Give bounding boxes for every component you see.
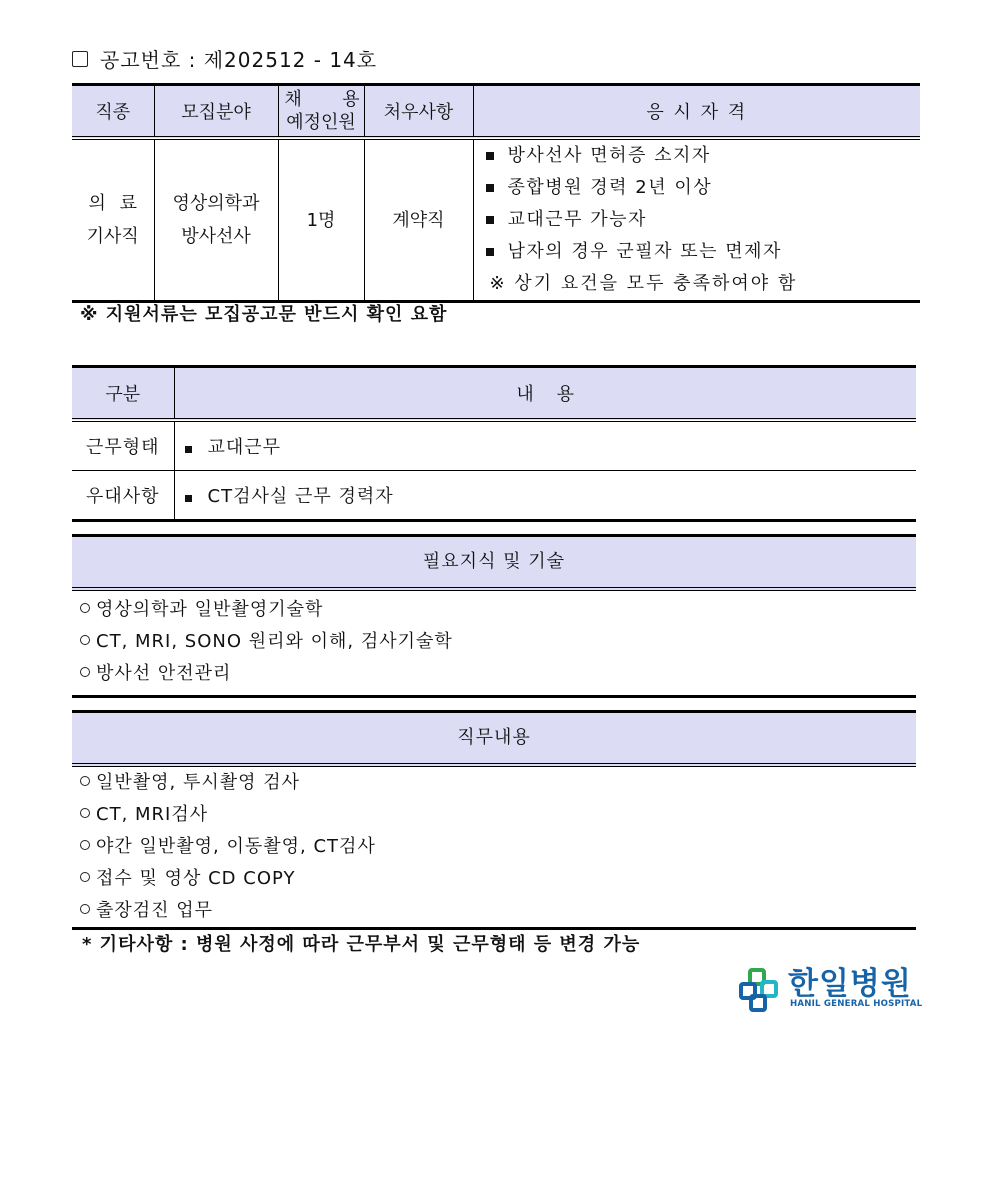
job-type-line-2: 기사직 (86, 226, 139, 247)
duty-text: CT, MRI검사 (96, 804, 209, 825)
detail-row-work-type (72, 420, 916, 471)
detail-value (174, 471, 916, 521)
header-qualifications: 응 시 자 격 (473, 85, 920, 139)
hospital-logo (738, 965, 923, 1015)
requirement-text: 종합병원 경력 2년 이상 (507, 177, 713, 198)
cell-qualifications (473, 138, 920, 302)
requirement-item (484, 204, 921, 236)
detail-value-text: 교대근무 (207, 437, 282, 458)
recruitment-row (72, 138, 920, 302)
cell-field (154, 138, 278, 302)
skill-item (80, 626, 916, 658)
job-type-line-1: 의 료 (88, 193, 137, 214)
square-bullet-icon (486, 184, 494, 192)
requirement-item (484, 140, 921, 172)
skills-section (72, 534, 916, 698)
cell-job-type (72, 138, 154, 302)
recruitment-header-row (72, 85, 920, 139)
square-bullet-icon (486, 216, 494, 224)
skill-item (80, 658, 916, 690)
square-bullet-icon (185, 495, 192, 502)
header-benefits: 처우사항 (364, 85, 473, 139)
requirement-item (484, 236, 921, 268)
header-content: 내 용 (174, 367, 916, 421)
detail-table (72, 365, 916, 522)
skills-title: 필요지식 및 기술 (72, 537, 916, 591)
notice-number (72, 44, 377, 73)
detail-value (174, 420, 916, 471)
requirement-text: 남자의 경우 군필자 또는 면제자 (507, 241, 782, 262)
circle-bullet-icon (80, 840, 90, 850)
square-bullet-icon (185, 446, 192, 453)
skill-text: CT, MRI, SONO 원리와 이해, 검사기술학 (96, 631, 453, 652)
other-note: * 기타사항 : 병원 사정에 따라 근무부서 및 근무형태 등 변경 가능 (82, 934, 641, 955)
duty-text: 야간 일반촬영, 이동촬영, CT검사 (96, 836, 376, 857)
duty-item (80, 863, 916, 895)
cell-count: 1명 (278, 138, 364, 302)
detail-header-row (72, 367, 916, 421)
field-line-1: 영상의학과 (172, 193, 260, 214)
detail-label: 우대사항 (72, 471, 174, 521)
duty-item (80, 799, 916, 831)
header-planned-b: 용 (342, 89, 360, 110)
circle-bullet-icon (80, 904, 90, 914)
recruitment-table (72, 83, 920, 303)
field-line-2: 방사선사 (181, 226, 251, 247)
notice-number-text: 공고번호 : 제202512 - 14호 (100, 48, 378, 72)
header-planned-c: 예정인원 (286, 112, 356, 133)
hospital-cross-icon (738, 967, 784, 1013)
requirement-note: ※ 상기 요건을 모두 충족하여야 함 (489, 273, 798, 294)
header-field: 모집분야 (154, 85, 278, 139)
detail-row-preference (72, 471, 916, 521)
duties-title: 직무내용 (72, 713, 916, 767)
documents-note: ※ 지원서류는 모집공고문 반드시 확인 요함 (80, 304, 448, 325)
duty-item (80, 895, 916, 927)
circle-bullet-icon (80, 872, 90, 882)
requirement-item (484, 172, 921, 204)
checkbox-square-icon (72, 51, 88, 67)
cell-benefits: 계약직 (364, 138, 473, 302)
requirement-text: 교대근무 가능자 (507, 209, 647, 230)
circle-bullet-icon (80, 808, 90, 818)
header-planned-a: 채 (284, 89, 302, 110)
square-bullet-icon (486, 248, 494, 256)
duty-text: 일반촬영, 투시촬영 검사 (96, 772, 301, 793)
duty-item (80, 767, 916, 799)
circle-bullet-icon (80, 603, 90, 613)
requirement-text: 방사선사 면허증 소지자 (507, 145, 711, 166)
duty-item (80, 831, 916, 863)
skill-item (80, 594, 916, 626)
square-bullet-icon (486, 152, 494, 160)
header-category: 구분 (72, 367, 174, 421)
skill-text: 방사선 안전관리 (96, 663, 232, 684)
detail-label: 근무형태 (72, 420, 174, 471)
duty-text: 접수 및 영상 CD COPY (96, 868, 296, 889)
logo-name-ko: 한일병원 (788, 966, 912, 1002)
detail-value-text: CT검사실 근무 경력자 (207, 486, 394, 507)
circle-bullet-icon (80, 635, 90, 645)
duty-text: 출장검진 업무 (96, 900, 214, 921)
header-planned-count (278, 85, 364, 139)
header-job-type: 직종 (72, 85, 154, 139)
skill-text: 영상의학과 일반촬영기술학 (96, 599, 324, 620)
circle-bullet-icon (80, 667, 90, 677)
logo-name-en: HANIL GENERAL HOSPITAL (790, 999, 923, 1009)
duties-section (72, 710, 916, 930)
circle-bullet-icon (80, 776, 90, 786)
